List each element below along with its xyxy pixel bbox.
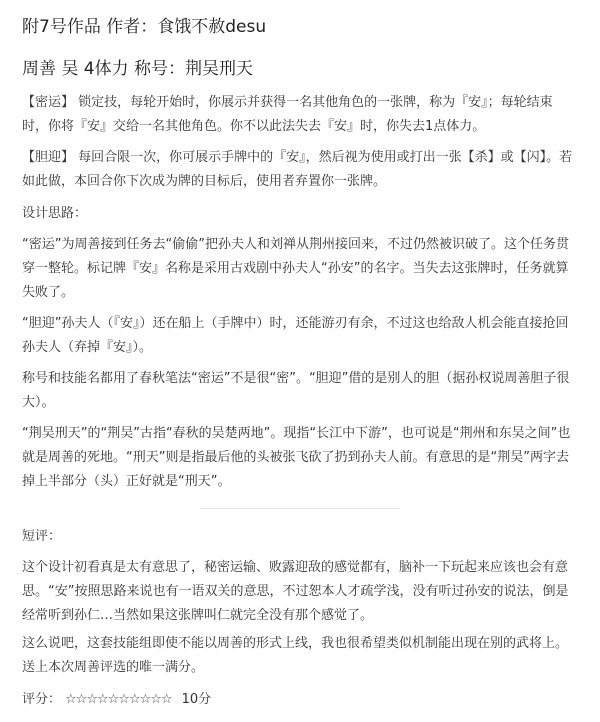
- character-title: 周善 吴 4体力 称号：荆吴刑天: [22, 59, 254, 79]
- entry-title: 附7号作品 作者：食饿不赦desu: [22, 17, 267, 37]
- design-paragraph-4: “荆吴刑天”的“荆吴”古指“春秋的吴楚两地”。现指“长江中下游”，也可说是“荆州和东吴之间”也就是周善的死地。“刑天”则是指最后他的头被张飞砍了扔到孙夫人前。有意思的是“荆吴”两字去掉上半部分（头）正好就是“刑天”。: [22, 426, 571, 489]
- skill-miyun: 【密运】 锁定技，每轮开始时，你展示并获得一名其他角色的一张牌，称为『安』；每轮结束时，你将『安』交给一名其他角色。你不以此法失去『安』时，你失去1点体力。: [22, 95, 553, 134]
- score-value: 10分: [181, 692, 212, 707]
- score-label: 评分：: [22, 692, 62, 707]
- section-divider: [200, 508, 400, 509]
- design-heading: 设计思路：: [22, 206, 88, 221]
- rating-stars-icon: ☆☆☆☆☆☆☆☆☆☆: [65, 692, 172, 707]
- review-heading: 短评：: [22, 529, 62, 544]
- score-line: [22, 688, 578, 712]
- review-paragraph-1: 这个设计初看真是太有意思了，秘密运输、败露迎敌的感觉都有，脑补一下玩起来应该也会有意思。“安”按照思路来说也有一语双关的意思，不过恕本人才疏学浅，没有听过孙安的说法，倒是经常听到孙仁…当然如果这张牌叫仁就完全没有那个感觉了。: [22, 560, 569, 623]
- design-paragraph-2: “胆迎”孙夫人（『安』）还在船上（手牌中）时，还能游刃有余，不过这也给敌人机会能直接抢回孙夫人（弃掉『安』）。: [22, 316, 569, 355]
- review-paragraph-2: 这么说吧，这套技能组即使不能以周善的形式上线，我也很希望类似机制能出现在别的武将上。送上本次周善评选的唯一满分。: [22, 636, 569, 675]
- design-paragraph-3: 称号和技能名都用了春秋笔法“密运”不是很“密”。“胆迎”借的是别人的胆（据孙权说周善胆子很大）。: [22, 371, 570, 410]
- skill-danying: 【胆迎】 每回合限一次，你可展示手牌中的『安』，然后视为使用或打出一张【杀】或【闪】。若如此做，本回合你下次成为牌的目标后，使用者弃置你一张牌。: [22, 150, 573, 189]
- design-paragraph-1: “密运”为周善接到任务去“偷偷”把孙夫人和刘禅从荆州接回来，不过仍然被识破了。这个任务贯穿一整轮。标记牌『安』名称是采用古戏剧中孙夫人“孙安”的名字。当失去这张牌时，任务就算失败了。: [22, 237, 569, 300]
